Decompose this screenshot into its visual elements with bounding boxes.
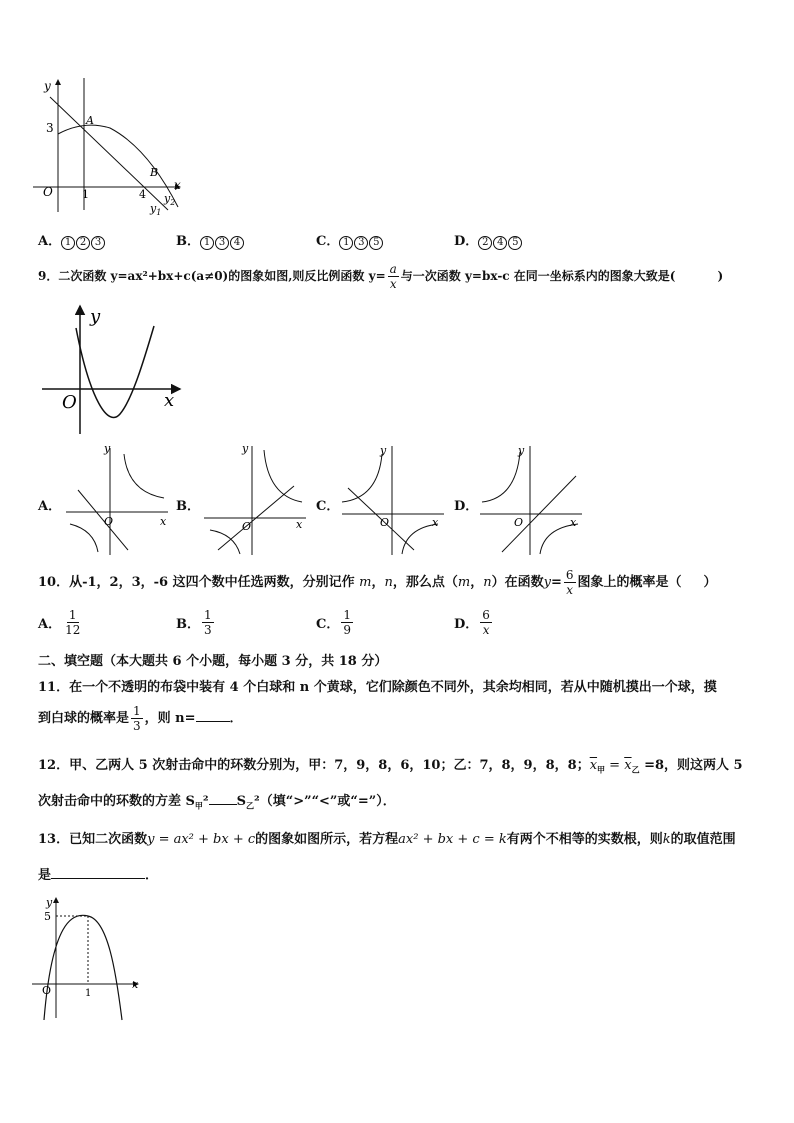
tick-5: 5 — [44, 910, 51, 923]
svg-text:y: y — [104, 442, 111, 455]
parabola-y2 — [58, 125, 178, 207]
q8-figure — [28, 72, 198, 222]
section-2-heading: 二、填空题（本大题共 6 个小题，每小题 3 分，共 18 分） — [38, 654, 388, 669]
svg-text:y: y — [380, 444, 387, 457]
q8-option-c[interactable]: C． 1 3 5 — [316, 230, 384, 250]
q13-line-1: 13．已知二次函数y = ax² + bx + c的图象如图所示，若方程ax² + bx + c = k有两个不相等的实数根，则k的取值范围 — [38, 832, 736, 847]
svg-text:y: y — [242, 442, 249, 455]
q12-line-1: 12．甲、乙两人 5 次射击命中的环数分别为，甲：7，9，8，6，10；乙：7，8，9，8，8；$\overline{x}_甲 = \overline{x}_乙 =8$，则这两人 5 — [38, 758, 743, 775]
q9-stem: 9．二次函数 y=ax²+bx+c(a≠0)的图象如图,则反比例函数 y= $\frac{a}{x}$ 与一次函数 y=bx-c 在同一坐标系内的图象大致是( ) — [38, 262, 724, 291]
q9-option-c-graph[interactable] — [340, 440, 450, 560]
y2-label: $y_2$ — [164, 192, 176, 207]
q10-option-a[interactable]: A． $\frac{1}{12}$ — [38, 608, 81, 637]
parabola — [76, 326, 154, 417]
q9-option-b-label[interactable]: B． — [176, 499, 200, 514]
svg-text:x: x — [432, 516, 439, 529]
q9-option-d-graph[interactable] — [478, 440, 588, 560]
q10-option-b[interactable]: B． $\frac{1}{3}$ — [176, 608, 212, 637]
tick-3: 3 — [46, 121, 54, 135]
point-b: B — [150, 166, 159, 179]
q12-line-2: 次射击命中的环数的方差 $S_甲^2$ $S_乙^2$（填“>”“<”或“=”）． — [38, 794, 396, 811]
q8-option-a[interactable]: A． 1 2 3 — [38, 230, 106, 250]
q9-option-c-label[interactable]: C． — [316, 499, 340, 514]
tick-1: 1 — [82, 188, 89, 201]
svg-text:x: x — [296, 518, 303, 531]
q8-option-d[interactable]: D． 2 4 5 — [454, 230, 523, 250]
svg-text:y: y — [518, 444, 525, 457]
q9-option-d-label[interactable]: D． — [454, 499, 479, 514]
origin: O — [62, 392, 77, 413]
point-a: A — [86, 114, 94, 127]
svg-text:O: O — [242, 520, 252, 533]
y1-label: $y_1$ — [150, 202, 162, 217]
q12-answer-blank[interactable] — [209, 804, 237, 805]
q9-figure — [40, 300, 190, 440]
q11-line-1: 11．在一个不透明的布袋中装有 4 个白球和 n 个黄球，它们除颜色不同外，其余均相同，若从中随机摸出一个球，摸 — [38, 680, 717, 695]
q9-option-b-graph[interactable] — [202, 440, 312, 560]
q11-answer-blank[interactable] — [196, 721, 230, 722]
q9-option-a-graph[interactable] — [64, 440, 174, 560]
y-label: y — [90, 306, 101, 327]
origin: O — [43, 185, 53, 199]
tick-1: 1 — [85, 988, 92, 999]
x-label: x — [174, 178, 181, 192]
q11-line-2: 到白球的概率是 $\frac{1}{3}$ ，则 n= ． — [38, 704, 243, 733]
y-label: y — [44, 79, 51, 93]
q13-line-2: 是 ． — [38, 868, 159, 883]
svg-text:O: O — [104, 515, 114, 528]
origin: O — [42, 984, 52, 997]
svg-text:x: x — [160, 515, 167, 528]
q9-option-a-label[interactable]: A． — [38, 499, 62, 514]
q8-option-b[interactable]: B． 1 3 4 — [176, 230, 245, 250]
q13-figure — [30, 892, 150, 1027]
svg-text:O: O — [514, 516, 524, 529]
line-y1 — [50, 97, 168, 210]
x-label: x — [164, 390, 175, 411]
svg-text:x: x — [570, 516, 577, 529]
tick-4: 4 — [139, 188, 146, 201]
svg-text:O: O — [380, 516, 390, 529]
x-label: x — [132, 978, 139, 991]
q10-stem: 10．从-1，2，3，-6 这四个数中任选两数，分别记作 m，n，那么点（m，n）在函数y= $\frac{6}{x}$ 图象上的概率是（ ） — [38, 568, 717, 597]
q10-option-c[interactable]: C． $\frac{1}{9}$ — [316, 608, 351, 637]
q10-option-d[interactable]: D． $\frac{6}{x}$ — [454, 608, 490, 637]
q13-answer-blank[interactable] — [51, 878, 145, 879]
y-label: y — [46, 896, 53, 909]
